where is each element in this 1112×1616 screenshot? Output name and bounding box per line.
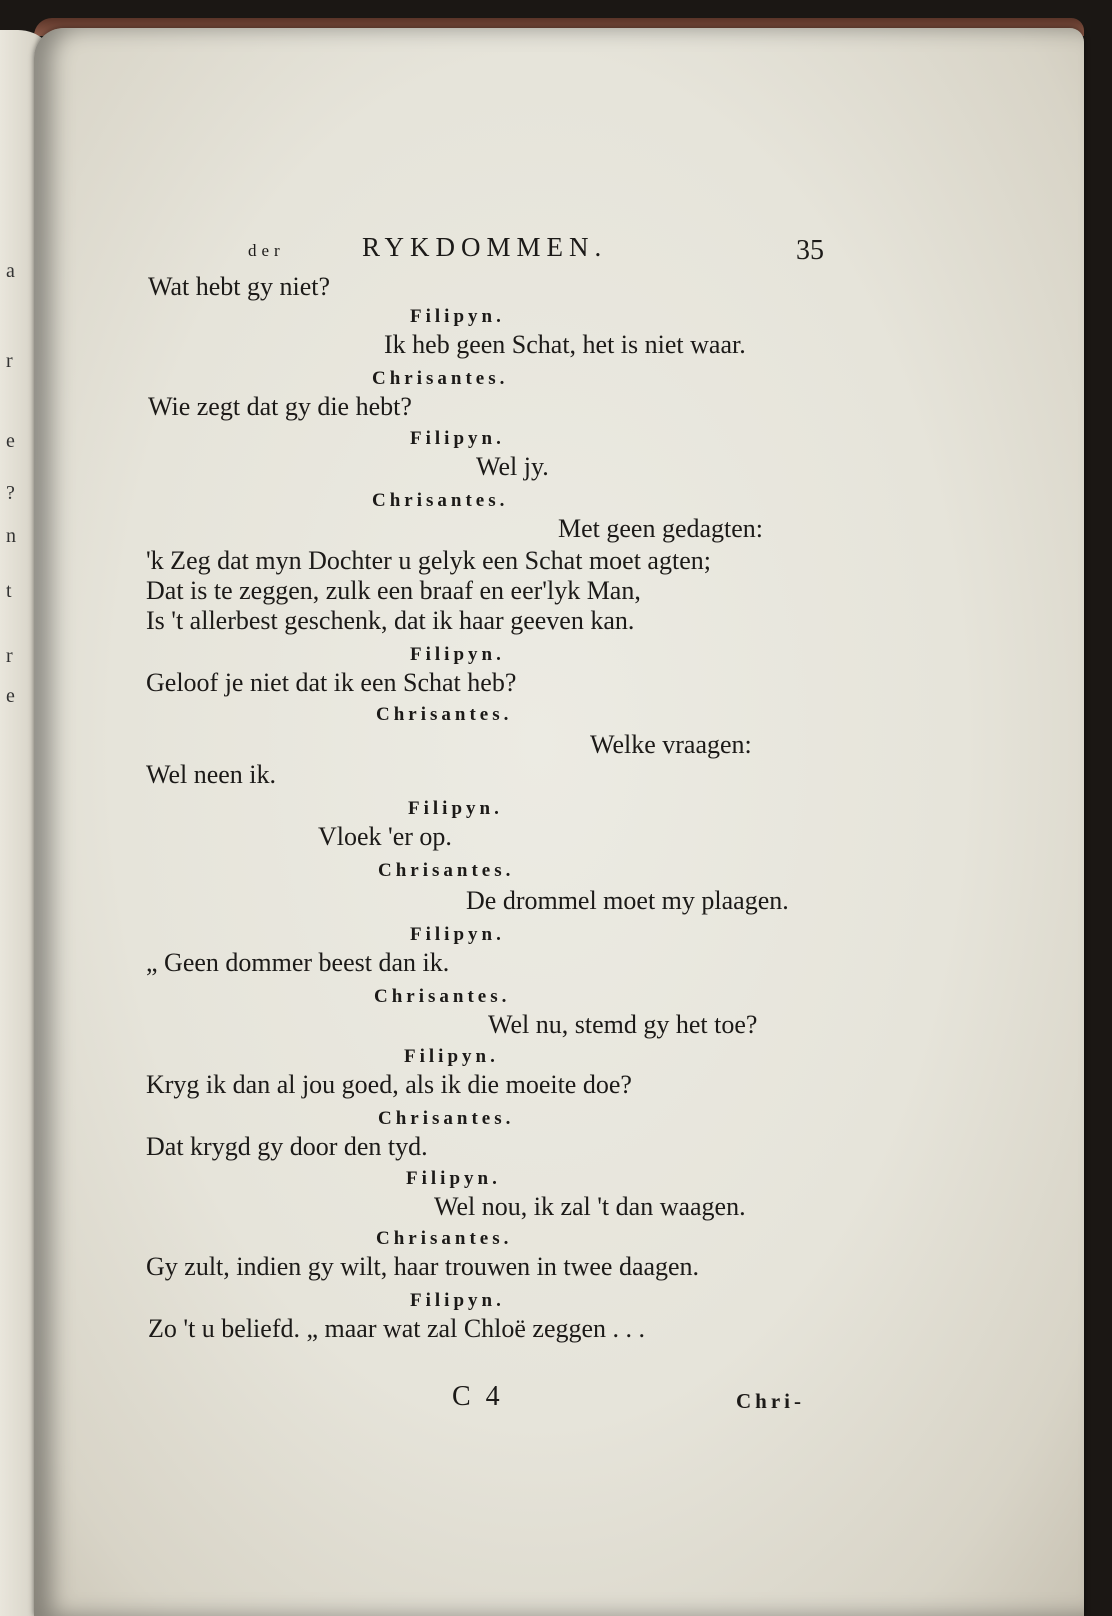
verse-line: Dat krygd gy door den tyd.	[146, 1132, 428, 1161]
speaker-name: Filipyn.	[410, 306, 505, 327]
speaker-name: Chrisantes.	[378, 1108, 515, 1129]
verse-line: Ik heb geen Schat, het is niet waar.	[384, 330, 746, 359]
verse-line: Is 't allerbest geschenk, dat ik haar geeven kan.	[146, 606, 635, 635]
speaker-name: Chrisantes.	[378, 860, 515, 881]
speaker-name: Filipyn.	[410, 644, 505, 665]
speaker-name: Chrisantes.	[372, 368, 509, 389]
speaker-name: Filipyn.	[406, 1168, 501, 1189]
speaker-name: Chrisantes.	[374, 986, 511, 1007]
verse-line: 'k Zeg dat myn Dochter u gelyk een Schat moet agten;	[146, 546, 711, 575]
verse-line: Wel neen ik.	[146, 760, 277, 789]
speaker-name: Filipyn.	[404, 1046, 499, 1067]
verse-line: Wat hebt gy niet?	[148, 272, 331, 301]
running-head-prefix: der	[248, 241, 285, 260]
verse-line: Geloof je niet dat ik een Schat heb?	[146, 668, 517, 697]
facing-page-fragment: e	[6, 430, 15, 452]
speaker-name: Filipyn.	[408, 798, 503, 819]
facing-page-fragment: r	[6, 350, 13, 372]
verse-line: Wel nu, stemd gy het toe?	[488, 1010, 758, 1039]
facing-page-fragment: t	[6, 580, 12, 602]
running-head-title: RYKDOMMEN.	[362, 232, 608, 262]
facing-page-fragment: e	[6, 685, 15, 707]
verse-line: Wel nou, ik zal 't dan waagen.	[434, 1192, 746, 1221]
verse-line: Welke vraagen:	[590, 730, 752, 759]
facing-page-fragment: r	[6, 645, 13, 667]
facing-page-fragment: n	[6, 525, 16, 547]
speaker-name: Filipyn.	[410, 1290, 505, 1311]
verse-line: Wel jy.	[476, 452, 549, 481]
verse-line: Met geen gedagten:	[558, 514, 764, 543]
speaker-name: Chrisantes.	[376, 1228, 513, 1249]
verse-line: Kryg ik dan al jou goed, als ik die moeite doe?	[146, 1070, 632, 1099]
verse-line: Vloek 'er op.	[318, 822, 452, 851]
speaker-name: Filipyn.	[410, 924, 505, 945]
facing-page-fragment: a	[6, 260, 15, 282]
verse-line: Zo 't u beliefd. „ maar wat zal Chloë zeggen . . .	[148, 1314, 646, 1343]
facing-page-fragment: ?	[6, 482, 15, 504]
verse-line: De drommel moet my plaagen.	[466, 886, 789, 915]
verse-line: „ Geen dommer beest dan ik.	[146, 948, 450, 977]
signature-mark: C 4	[452, 1381, 504, 1412]
catchword: Chri-	[736, 1389, 805, 1413]
speaker-name: Filipyn.	[410, 428, 505, 449]
speaker-name: Chrisantes.	[372, 490, 509, 511]
verse-line: Wie zegt dat gy die hebt?	[148, 392, 412, 421]
page-number: 35	[796, 235, 824, 266]
speaker-name: Chrisantes.	[376, 704, 513, 725]
verse-line: Dat is te zeggen, zulk een braaf en eer'lyk Man,	[146, 576, 641, 605]
verse-line: Gy zult, indien gy wilt, haar trouwen in twee daagen.	[146, 1252, 700, 1281]
